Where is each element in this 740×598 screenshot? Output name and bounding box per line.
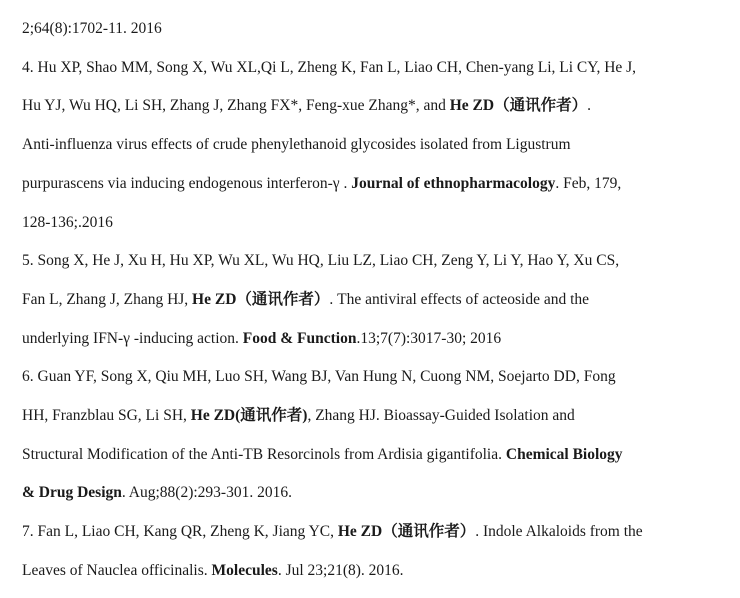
text-segment: Anti-influenza virus effects of crude phenylethanoid glycosides isolated from Ligustrum xyxy=(22,136,571,154)
text-segment: Fan L, Zhang J, Zhang HJ, xyxy=(22,290,193,308)
text-segment: underlying IFN-γ -inducing action. xyxy=(22,329,243,347)
reference-line xyxy=(22,436,726,475)
text-segment: .13;7(7):3017-30; 2016 xyxy=(356,329,502,347)
bold-segment: & Drug Design xyxy=(22,484,122,502)
reference-line xyxy=(22,513,726,552)
text-segment: HH, Franzblau SG, Li SH, xyxy=(22,407,191,425)
bold-segment: He ZD（通讯作者） xyxy=(337,523,476,541)
text-segment: 4. Hu XP, Shao MM, Song X, Wu XL,Qi L, Zheng K, Fan L, Liao CH, Chen-yang Li, Li CY, He J, xyxy=(22,58,637,76)
bold-segment: Journal of ethnopharmacology xyxy=(351,174,556,192)
text-segment: . Aug;88(2):293-301. 2016. xyxy=(121,484,292,502)
reference-line xyxy=(22,126,726,165)
reference-line xyxy=(22,397,726,436)
text-segment: 6. Guan YF, Song X, Qiu MH, Luo SH, Wang BJ, Van Hung N, Cuong NM, Soejarto DD, Fong xyxy=(22,368,616,386)
text-segment: purpurascens via inducing endogenous interferon-γ . xyxy=(22,174,352,192)
text-segment: . Indole Alkaloids from the xyxy=(475,523,643,541)
text-segment: . Jul 23;21(8). 2016. xyxy=(277,561,404,579)
text-segment: . xyxy=(587,97,591,115)
reference-line xyxy=(22,358,726,397)
text-segment: 5. Song X, He J, Xu H, Hu XP, Wu XL, Wu HQ, Liu LZ, Liao CH, Zeng Y, Li Y, Hao Y, Xu CS, xyxy=(22,252,620,270)
reference-line xyxy=(22,281,726,320)
bold-segment: He ZD(通讯作者) xyxy=(190,407,308,425)
references-container xyxy=(22,49,726,591)
text-segment: 7. Fan L, Liao CH, Kang QR, Zheng K, Jiang YC, xyxy=(22,523,338,541)
reference-line xyxy=(22,87,726,126)
reference-line xyxy=(22,320,726,359)
bold-segment: Chemical Biology xyxy=(505,445,623,463)
reference-line xyxy=(22,49,726,88)
text-segment: . The antiviral effects of acteoside and the xyxy=(329,290,590,308)
text-segment: Structural Modification of the Anti-TB Resorcinols from Ardisia gigantifolia. xyxy=(22,445,506,463)
reference-entry xyxy=(22,242,726,358)
reference-list-page xyxy=(22,10,726,591)
text-segment: Hu YJ, Wu HQ, Li SH, Zhang J, Zhang FX*, Feng-xue Zhang*, and xyxy=(22,97,450,115)
text-segment: 128-136;.2016 xyxy=(22,213,113,231)
bold-segment: He ZD（通讯作者） xyxy=(449,97,588,115)
reference-line xyxy=(22,165,726,204)
reference-line xyxy=(22,204,726,243)
bold-segment: He ZD（通讯作者） xyxy=(192,290,330,308)
reference-line xyxy=(22,474,726,513)
reference-entry xyxy=(22,358,726,513)
text-segment: , Zhang HJ. Bioassay-Guided Isolation and xyxy=(307,407,575,425)
reference-line xyxy=(22,242,726,281)
reference-entry xyxy=(22,513,726,590)
bold-segment: Molecules xyxy=(211,561,278,579)
reference-fragment: 2;64(8):1702-11. 2016 xyxy=(22,20,162,37)
reference-line xyxy=(22,552,726,591)
bold-segment: Food & Function xyxy=(242,329,357,347)
text-segment: . Feb, 179, xyxy=(555,174,622,192)
reference-entry xyxy=(22,49,726,243)
text-segment: Leaves of Nauclea officinalis. xyxy=(22,561,212,579)
